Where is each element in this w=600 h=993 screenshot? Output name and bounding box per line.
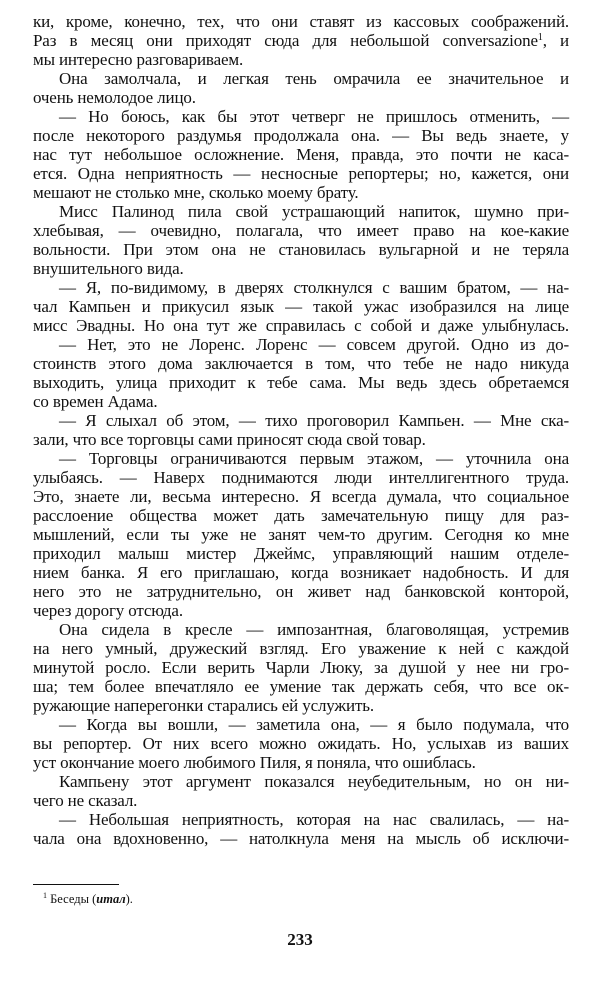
line-text: чала она вдохновенно, — натолкнула меня на мысль об исключи- xyxy=(33,829,569,848)
line-text: со времен Адама. xyxy=(33,392,158,411)
line-text: — Когда вы вошли, — заметила она, — я было подумала, что xyxy=(59,715,569,734)
text-line xyxy=(33,430,569,449)
line-text: Раз в месяц они приходят сюда для небольшой conversazione xyxy=(33,31,538,50)
line-text: вольности. При этом она не становилась вульгарной и не теряла xyxy=(33,240,569,259)
text-line xyxy=(33,31,569,50)
line-text: нием банка. Я его приглашаю, когда возникает надобность. И для xyxy=(33,563,569,582)
text-line xyxy=(33,69,569,88)
line-text: Она сидела в кресле — импозантная, благоволящая, устремив xyxy=(59,620,569,639)
line-text: ется. Одна неприятность — несносные репортеры; но, кажется, они xyxy=(33,164,569,183)
line-text: ки, кроме, конечно, тех, что они ставят из кассовых соображений. xyxy=(33,12,569,31)
line-text: — Нет, это не Лоренс. Лоренс — совсем другой. Одно из до- xyxy=(59,335,569,354)
line-text: улыбаясь. — Наверх поднимаются люди интеллигентного труда. xyxy=(33,468,569,487)
text-line xyxy=(33,734,569,753)
text-line xyxy=(33,164,569,183)
line-text: мышлений, если ты уже не занят чем-то другим. Сегодня ко мне xyxy=(33,525,569,544)
line-text: стоинств этого дома заключается в том, что тебе не надо никуда xyxy=(33,354,569,373)
line-text: на него умный, дружеский взгляд. Его уважение к ней с каждой xyxy=(33,639,569,658)
text-line xyxy=(33,145,569,164)
line-text: внушительного вида. xyxy=(33,259,184,278)
line-text: чего не сказал. xyxy=(33,791,138,810)
line-text: Это, знаете ли, весьма интересно. Я всегда думала, что социальное xyxy=(33,487,569,506)
text-line xyxy=(33,240,569,259)
line-text: мы интересно разговариваем. xyxy=(33,50,244,69)
footnote-italic: итал xyxy=(96,892,126,906)
page-number: 233 xyxy=(287,930,313,949)
text-line xyxy=(33,772,569,791)
line-text: выходить, улица приходит к тебе сама. Мы ведь здесь обретаемся xyxy=(33,373,569,392)
text-line xyxy=(33,544,569,563)
text-line xyxy=(33,335,569,354)
footnote xyxy=(43,892,133,907)
line-text: — Я, по-видимому, в дверях столкнулся с вашим братом, — на- xyxy=(59,278,569,297)
line-text: вы репортер. От них всего можно ожидать. Но, услыхав из ваших xyxy=(33,734,569,753)
body-text xyxy=(33,12,569,848)
text-line xyxy=(33,639,569,658)
text-line xyxy=(33,696,569,715)
text-line xyxy=(33,297,569,316)
line-text: приходил малыш мистер Джеймс, управляющий нашим отделе- xyxy=(33,544,569,563)
footnote-divider xyxy=(33,884,119,885)
text-line xyxy=(33,221,569,240)
line-text: мисс Эвадны. Но она тут же справилась с собой и даже улыбнулась. xyxy=(33,316,569,335)
line-text: хлебывая, — очевидно, полагала, что имеет право на кое-какие xyxy=(33,221,569,240)
text-line xyxy=(33,563,569,582)
text-line xyxy=(33,411,569,430)
line-text: чал Кампьен и прикусил язык — такой ужас изобразился на лице xyxy=(33,297,569,316)
footnote-reference: 1 xyxy=(537,32,543,43)
text-line xyxy=(33,259,569,278)
text-line xyxy=(33,506,569,525)
text-line xyxy=(33,525,569,544)
line-text: очень немолодое лицо. xyxy=(33,88,196,107)
line-text: нас тут небольшое осложнение. Меня, правда, это почти не каса- xyxy=(33,145,569,164)
text-line xyxy=(33,829,569,848)
text-line xyxy=(33,658,569,677)
text-line xyxy=(33,50,569,69)
line-text: него это не затруднительно, он живет над банковской конторой, xyxy=(33,582,569,601)
text-line xyxy=(33,677,569,696)
line-text: минутой росло. Если верить Чарли Люку, за душой у нее ни гро- xyxy=(33,658,569,677)
text-line xyxy=(33,202,569,221)
text-line xyxy=(33,373,569,392)
text-line xyxy=(33,449,569,468)
text-line xyxy=(33,107,569,126)
text-line xyxy=(33,183,569,202)
footnote-text: Беседы ( xyxy=(50,892,97,906)
line-text: Она замолчала, и легкая тень омрачила ее значительное и xyxy=(59,69,569,88)
line-text: после некоторого раздумья продолжала она. — Вы ведь знаете, у xyxy=(33,126,569,145)
line-text: через дорогу отсюда. xyxy=(33,601,183,620)
line-text: — Небольшая неприятность, которая на нас свалилась, — на- xyxy=(59,810,569,829)
line-text: уст окончание моего любимого Пиля, я поняла, что ошиблась. xyxy=(33,753,476,772)
footnote-close: ). xyxy=(125,892,133,906)
line-text: ружающие наперегонки старались ей услужить. xyxy=(33,696,374,715)
text-line xyxy=(33,88,569,107)
line-text: Мисс Палинод пила свой устрашающий напиток, шумно при- xyxy=(59,202,569,221)
line-text: мешают не столько мне, сколько моему брату. xyxy=(33,183,359,202)
text-line xyxy=(33,487,569,506)
text-line xyxy=(33,392,569,411)
line-text: — Но боюсь, как бы этот четверг не пришлось отменить, — xyxy=(59,107,569,126)
line-text: — Я слыхал об этом, — тихо проговорил Кампьен. — Мне ска- xyxy=(59,411,569,430)
line-text: — Торговцы ограничиваются первым этажом, — уточнила она xyxy=(59,449,569,468)
text-line xyxy=(33,12,569,31)
text-line xyxy=(33,601,569,620)
line-text: Кампьену этот аргумент показался неубедительным, но он ни- xyxy=(59,772,569,791)
text-line xyxy=(33,278,569,297)
text-line xyxy=(33,354,569,373)
text-line xyxy=(33,810,569,829)
text-line xyxy=(33,753,569,772)
text-line xyxy=(33,316,569,335)
line-text: зали, что все торговцы сами приносят сюда свой товар. xyxy=(33,430,426,449)
text-line xyxy=(33,620,569,639)
text-line xyxy=(33,791,569,810)
text-line xyxy=(33,468,569,487)
text-line xyxy=(33,715,569,734)
footnote-marker: 1 xyxy=(43,891,47,900)
line-text-after: , и xyxy=(542,31,569,50)
text-line xyxy=(33,126,569,145)
text-line xyxy=(33,582,569,601)
line-text: расслоение общества может дать замечательную пищу для раз- xyxy=(33,506,569,525)
line-text: ша; тем более впечатляло ее умение так держать себя, что все ок- xyxy=(33,677,569,696)
